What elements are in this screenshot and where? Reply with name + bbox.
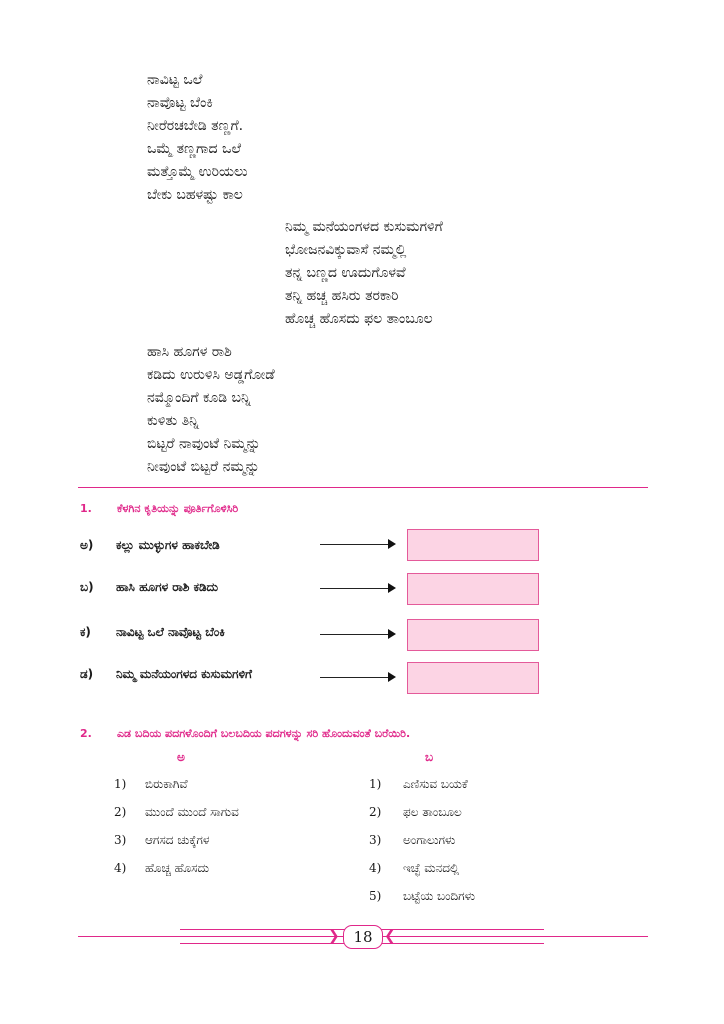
poem-line: ನಿಮ್ಮ ಮನೆಯಂಗಳದ ಕುಸುಮಗಳಿಗೆ: [285, 219, 443, 235]
row-label: ಡ): [80, 667, 94, 681]
poem-line: ನಾವಿಟ್ಟ ಒಲೆ: [147, 72, 203, 88]
row-text: ನಾವಿಟ್ಟ ಒಲೆ ನಾವೊಟ್ಟ ಬೆಂಕಿ: [116, 625, 225, 639]
poem-line: ಕುಳಿತು ತಿನ್ನಿ: [147, 413, 199, 429]
poem-line: ಒಮ್ಮೆ ತಣ್ಣಗಾದ ಒಲೆ: [147, 141, 242, 157]
item-text: ಹೊಚ್ಚ ಹೊಸದು: [145, 861, 210, 875]
poem-line: ಹಾಸಿ ಹೂಗಳ ರಾಶಿ: [147, 344, 232, 360]
arrow-line: [320, 634, 390, 635]
poem-line: ಕಡಿದು ಉರುಳಿಸಿ ಅಡ್ಡಗೋಡೆ: [147, 367, 275, 383]
arrow-right-icon: [388, 629, 396, 639]
row-text: ಕಲ್ಲು ಮುಳ್ಳುಗಳ ಹಾಕಬೇಡಿ: [116, 538, 220, 552]
poem-line: ನೀರೆರಚಬೇಡಿ ತಣ್ಣಗೆ.: [147, 118, 244, 134]
item-number: 1): [369, 777, 382, 791]
item-text: ಇಚ್ಛೆ ಮನದಲ್ಲಿ: [403, 861, 460, 875]
arrow-right-icon: [388, 583, 396, 593]
item-number: 3): [114, 833, 127, 847]
row-text: ಹಾಸಿ ಹೂಗಳ ರಾಶಿ ಕಡಿದು: [116, 580, 219, 594]
poem-line: ನೀವುಂಟೆ ಬಿಟ್ಟರೆ ನಮ್ಮನ್ನು: [147, 459, 260, 475]
ornament-icon: ❮: [384, 928, 396, 944]
arrow-right-icon: [388, 539, 396, 549]
poem-line: ತನ್ನಿ ಹಚ್ಚ ಹಸಿರು ತರಕಾರಿ: [285, 288, 399, 304]
poem-line: ಮತ್ತೊಮ್ಮೆ ಉರಿಯಲು: [147, 164, 248, 180]
row-text: ನಿಮ್ಮ ಮನೆಯಂಗಳದ ಕುಸುಮಗಳಿಗೆ: [116, 667, 253, 681]
item-number: 2): [114, 805, 127, 819]
poem-line: ತನ್ನ ಬಣ್ಣದ ಊದುಗೊಳವೆ: [285, 265, 406, 281]
question-number: 2.: [80, 727, 92, 740]
row-label: ಅ): [80, 538, 94, 552]
question-text: ಕೆಳಗಿನ ಕೃತಿಯನ್ನು ಪೂರ್ತಿಗೊಳಿಸಿರಿ: [117, 502, 239, 515]
item-number: 2): [369, 805, 382, 819]
row-label: ಕ): [80, 625, 91, 639]
arrow-line: [320, 677, 390, 678]
item-text: ಆಗಸದ ಚುಕ್ಕೆಗಳ: [145, 833, 210, 847]
item-number: 3): [369, 833, 382, 847]
poem-line: ನಮ್ಮೊಂದಿಗೆ ಕೂಡಿ ಬನ್ನಿ: [147, 390, 251, 406]
column-b-heading: ಬ: [425, 750, 434, 764]
question-number: 1.: [80, 502, 92, 515]
item-text: ಫಲ ತಾಂಬೂಲ: [403, 805, 462, 819]
poem-line: ಭೋಜನವಿಕ್ಕುವಾಸೆ ನಮ್ಮಲ್ಲಿ: [285, 242, 407, 258]
arrow-line: [320, 588, 390, 589]
answer-box[interactable]: [407, 619, 539, 651]
item-text: ಎಣಿಸುವ ಬಯಕೆ: [403, 777, 468, 791]
poem-line: ಬೇಕು ಬಹಳಷ್ಟು ಕಾಲ: [147, 187, 243, 203]
item-text: ಬಿರುಕಾಗಿವೆ: [145, 777, 188, 791]
poem-line: ಹೊಚ್ಚ ಹೊಸದು ಫಲ ತಾಂಬೂಲ: [285, 311, 433, 327]
item-text: ಅಂಗಾಲುಗಳು: [403, 833, 456, 847]
answer-box[interactable]: [407, 662, 539, 694]
item-number: 1): [114, 777, 127, 791]
ornament-icon: ❯: [328, 928, 340, 944]
arrow-right-icon: [388, 672, 396, 682]
arrow-line: [320, 544, 390, 545]
item-number: 4): [369, 861, 382, 875]
item-number: 4): [114, 861, 127, 875]
item-text: ಬಟ್ಟೆಯ ಬಂದಿಗಳು: [403, 889, 476, 903]
item-number: 5): [369, 889, 382, 903]
question-text: ಎಡ ಬದಿಯ ಪದಗಳೊಂದಿಗೆ ಬಲಬದಿಯ ಪದಗಳನ್ನು ಸರಿ ಹೊಂದುವಂತೆ ಬರೆಯಿರಿ.: [117, 727, 411, 740]
answer-box[interactable]: [407, 573, 539, 605]
row-label: ಬ): [80, 580, 94, 594]
section-divider: [78, 487, 648, 488]
poem-line: ಬಿಟ್ಟರೆ ನಾವುಂಟೆ ನಿಮ್ಮನ್ನು: [147, 436, 261, 452]
page-number: 18: [343, 925, 383, 949]
answer-box[interactable]: [407, 529, 539, 561]
column-a-heading: ಅ: [177, 750, 185, 764]
poem-line: ನಾವೊಟ್ಟ ಬೆಂಕಿ: [147, 95, 213, 111]
item-text: ಮುಂದೆ ಮುಂದೆ ಸಾಗುವ: [145, 805, 239, 819]
